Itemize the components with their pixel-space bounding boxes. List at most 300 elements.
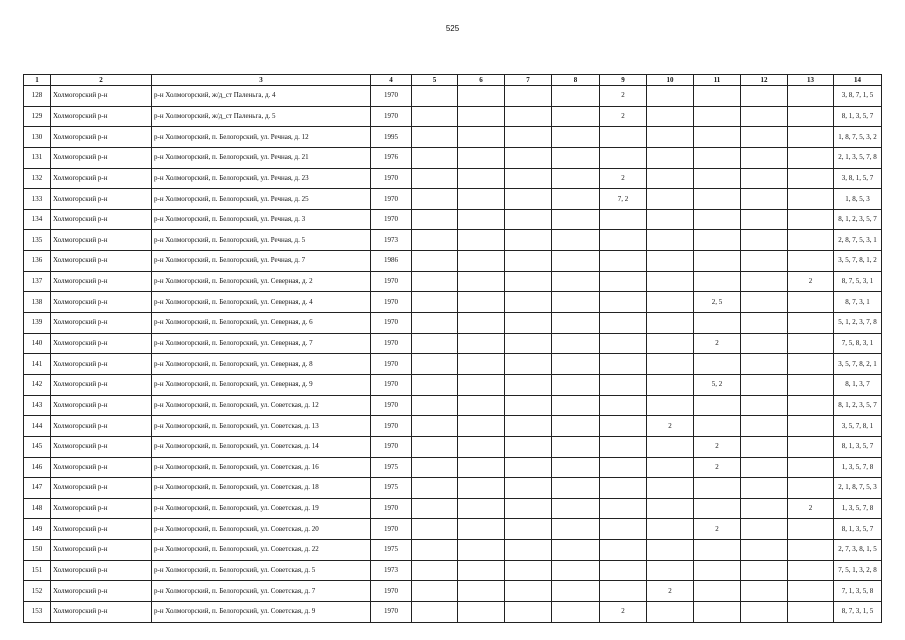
col14-cell: 1, 8, 7, 5, 3, 2 [834,127,882,148]
empty-cell [412,189,458,210]
col9-cell [600,127,647,148]
district-cell: Холмогорский р-н [51,147,152,168]
column-header: 3 [152,75,371,86]
empty-cell [458,292,505,313]
district-cell: Холмогорский р-н [51,498,152,519]
district-cell: Холмогорский р-н [51,374,152,395]
col14-cell: 7, 1, 3, 5, 8 [834,581,882,602]
col10-cell [647,519,694,540]
empty-cell [412,147,458,168]
table-row [24,560,882,581]
empty-cell [505,436,552,457]
year-cell: 1970 [371,313,412,334]
col9-cell [600,457,647,478]
year-cell: 1970 [371,498,412,519]
empty-cell [458,251,505,272]
col11-cell [694,602,741,623]
col13-cell [788,86,834,107]
empty-cell [552,498,600,519]
empty-cell [458,209,505,230]
empty-cell [458,354,505,375]
year-cell: 1970 [371,519,412,540]
col10-cell [647,333,694,354]
empty-cell [412,498,458,519]
column-header: 4 [371,75,412,86]
table-row [24,354,882,375]
address-cell: р-н Холмогорский, п. Белогорский, ул. Советская, д. 22 [152,540,371,561]
empty-cell [505,292,552,313]
col9-cell [600,209,647,230]
empty-cell [741,292,788,313]
row-number-cell: 133 [24,189,51,210]
row-number-cell: 144 [24,416,51,437]
year-cell: 1970 [371,374,412,395]
empty-cell [412,436,458,457]
row-number-cell: 130 [24,127,51,148]
col9-cell [600,519,647,540]
empty-cell [741,230,788,251]
col11-cell [694,209,741,230]
empty-cell [412,457,458,478]
empty-cell [412,581,458,602]
col9-cell [600,540,647,561]
year-cell: 1976 [371,147,412,168]
district-cell: Холмогорский р-н [51,581,152,602]
table-row [24,271,882,292]
col11-cell: 2 [694,457,741,478]
empty-cell [552,127,600,148]
row-number-cell: 134 [24,209,51,230]
column-header: 7 [505,75,552,86]
column-header: 11 [694,75,741,86]
row-number-cell: 138 [24,292,51,313]
empty-cell [741,354,788,375]
col10-cell [647,209,694,230]
district-cell: Холмогорский р-н [51,602,152,623]
col13-cell [788,519,834,540]
col10-cell [647,127,694,148]
empty-cell [505,271,552,292]
address-cell: р-н Холмогорский, п. Белогорский, ул. Северная, д. 8 [152,354,371,375]
row-number-cell: 135 [24,230,51,251]
empty-cell [458,106,505,127]
district-cell: Холмогорский р-н [51,478,152,499]
column-header: 8 [552,75,600,86]
col10-cell [647,106,694,127]
empty-cell [552,106,600,127]
col11-cell [694,498,741,519]
table-row [24,436,882,457]
year-cell: 1970 [371,395,412,416]
district-cell: Холмогорский р-н [51,519,152,540]
address-cell: р-н Холмогорский, п. Белогорский, ул. Речная, д. 23 [152,168,371,189]
col11-cell [694,313,741,334]
col13-cell: 2 [788,498,834,519]
empty-cell [505,581,552,602]
empty-cell [458,374,505,395]
table-row [24,457,882,478]
table-row [24,230,882,251]
row-number-cell: 147 [24,478,51,499]
empty-cell [458,147,505,168]
empty-cell [412,395,458,416]
district-cell: Холмогорский р-н [51,230,152,251]
col14-cell: 2, 1, 3, 5, 7, 8 [834,147,882,168]
col9-cell [600,147,647,168]
empty-cell [552,581,600,602]
table-row [24,313,882,334]
col11-cell [694,230,741,251]
col13-cell [788,581,834,602]
empty-cell [505,457,552,478]
col13-cell [788,106,834,127]
empty-cell [412,106,458,127]
district-cell: Холмогорский р-н [51,292,152,313]
year-cell: 1970 [371,271,412,292]
address-cell: р-н Холмогорский, п. Белогорский, ул. Советская, д. 12 [152,395,371,416]
col10-cell [647,271,694,292]
col10-cell [647,374,694,395]
col13-cell [788,416,834,437]
empty-cell [412,168,458,189]
empty-cell [741,540,788,561]
col11-cell [694,168,741,189]
empty-cell [552,189,600,210]
empty-cell [412,292,458,313]
empty-cell [552,147,600,168]
address-cell: р-н Холмогорский, п. Белогорский, ул. Советская, д. 16 [152,457,371,478]
empty-cell [458,478,505,499]
district-cell: Холмогорский р-н [51,86,152,107]
col9-cell [600,354,647,375]
empty-cell [552,313,600,334]
col13-cell [788,560,834,581]
col11-cell [694,354,741,375]
empty-cell [552,333,600,354]
row-number-cell: 152 [24,581,51,602]
col10-cell [647,189,694,210]
address-cell: р-н Холмогорский, п. Белогорский, ул. Советская, д. 14 [152,436,371,457]
district-cell: Холмогорский р-н [51,333,152,354]
year-cell: 1986 [371,251,412,272]
district-cell: Холмогорский р-н [51,106,152,127]
address-cell: р-н Холмогорский, п. Белогорский, ул. Советская, д. 7 [152,581,371,602]
table-row [24,540,882,561]
district-cell: Холмогорский р-н [51,354,152,375]
empty-cell [741,106,788,127]
year-cell: 1970 [371,106,412,127]
col13-cell [788,230,834,251]
col11-cell [694,86,741,107]
col11-cell [694,271,741,292]
year-cell: 1970 [371,209,412,230]
col13-cell [788,602,834,623]
col11-cell [694,251,741,272]
empty-cell [505,540,552,561]
row-number-cell: 132 [24,168,51,189]
empty-cell [458,498,505,519]
empty-cell [552,86,600,107]
table-row [24,86,882,107]
col10-cell [647,251,694,272]
empty-cell [505,374,552,395]
empty-cell [412,354,458,375]
year-cell: 1970 [371,581,412,602]
col14-cell: 1, 3, 5, 7, 8 [834,498,882,519]
col14-cell: 2, 8, 7, 5, 3, 1 [834,230,882,251]
empty-cell [552,292,600,313]
empty-cell [552,374,600,395]
table-row [24,478,882,499]
col11-cell [694,127,741,148]
row-number-cell: 146 [24,457,51,478]
empty-cell [458,602,505,623]
row-number-cell: 131 [24,147,51,168]
empty-cell [505,602,552,623]
row-number-cell: 136 [24,251,51,272]
col11-cell: 2 [694,333,741,354]
empty-cell [458,313,505,334]
table-row [24,395,882,416]
column-header: 6 [458,75,505,86]
table-row [24,251,882,272]
col14-cell: 5, 1, 2, 3, 7, 8 [834,313,882,334]
empty-cell [552,271,600,292]
col10-cell [647,602,694,623]
row-number-cell: 150 [24,540,51,561]
empty-cell [552,436,600,457]
district-cell: Холмогорский р-н [51,271,152,292]
empty-cell [741,560,788,581]
col14-cell: 8, 1, 2, 3, 5, 7 [834,395,882,416]
col10-cell [647,168,694,189]
col10-cell [647,313,694,334]
header-row [24,75,882,86]
column-header: 13 [788,75,834,86]
col13-cell [788,478,834,499]
year-cell: 1973 [371,560,412,581]
table-row [24,189,882,210]
address-cell: р-н Холмогорский, ж/д_ст Паленьга, д. 5 [152,106,371,127]
col14-cell: 8, 1, 2, 3, 5, 7 [834,209,882,230]
col10-cell [647,457,694,478]
empty-cell [741,395,788,416]
empty-cell [505,127,552,148]
empty-cell [552,354,600,375]
empty-cell [552,209,600,230]
empty-cell [552,230,600,251]
address-cell: р-н Холмогорский, п. Белогорский, ул. Речная, д. 3 [152,209,371,230]
col9-cell [600,271,647,292]
empty-cell [412,209,458,230]
column-header: 12 [741,75,788,86]
col11-cell: 2 [694,519,741,540]
empty-cell [552,478,600,499]
col14-cell: 8, 1, 3, 5, 7 [834,106,882,127]
address-cell: р-н Холмогорский, п. Белогорский, ул. Советская, д. 13 [152,416,371,437]
year-cell: 1970 [371,333,412,354]
col14-cell: 2, 7, 3, 8, 1, 5 [834,540,882,561]
col11-cell [694,147,741,168]
empty-cell [458,457,505,478]
address-cell: р-н Холмогорский, п. Белогорский, ул. Северная, д. 6 [152,313,371,334]
empty-cell [458,189,505,210]
empty-cell [458,86,505,107]
row-number-cell: 129 [24,106,51,127]
col9-cell: 2 [600,86,647,107]
address-cell: р-н Холмогорский, п. Белогорский, ул. Северная, д. 7 [152,333,371,354]
col13-cell [788,395,834,416]
district-cell: Холмогорский р-н [51,457,152,478]
table-row [24,333,882,354]
year-cell: 1975 [371,457,412,478]
empty-cell [458,436,505,457]
empty-cell [552,560,600,581]
col13-cell [788,313,834,334]
empty-cell [458,168,505,189]
empty-cell [505,209,552,230]
col13-cell [788,189,834,210]
col9-cell [600,478,647,499]
col10-cell [647,395,694,416]
empty-cell [741,478,788,499]
empty-cell [412,478,458,499]
empty-cell [505,189,552,210]
address-cell: р-н Холмогорский, п. Белогорский, ул. Северная, д. 4 [152,292,371,313]
address-cell: р-н Холмогорский, ж/д_ст Паленьга, д. 4 [152,86,371,107]
row-number-cell: 137 [24,271,51,292]
col9-cell [600,436,647,457]
col14-cell: 1, 3, 5, 7, 8 [834,457,882,478]
col14-cell: 1, 8, 5, 3 [834,189,882,210]
col13-cell [788,457,834,478]
col13-cell [788,251,834,272]
col10-cell [647,478,694,499]
empty-cell [741,313,788,334]
col11-cell [694,416,741,437]
col14-cell: 8, 1, 3, 5, 7 [834,519,882,540]
empty-cell [458,333,505,354]
empty-cell [412,230,458,251]
row-number-cell: 143 [24,395,51,416]
address-cell: р-н Холмогорский, п. Белогорский, ул. Речная, д. 5 [152,230,371,251]
row-number-cell: 139 [24,313,51,334]
empty-cell [458,230,505,251]
col11-cell: 5, 2 [694,374,741,395]
year-cell: 1970 [371,354,412,375]
empty-cell [505,147,552,168]
col9-cell [600,333,647,354]
col11-cell [694,560,741,581]
table-row [24,416,882,437]
empty-cell [505,354,552,375]
empty-cell [552,395,600,416]
table-row [24,519,882,540]
empty-cell [741,271,788,292]
col9-cell: 2 [600,168,647,189]
empty-cell [552,457,600,478]
empty-cell [505,86,552,107]
row-number-cell: 140 [24,333,51,354]
empty-cell [458,540,505,561]
empty-cell [741,168,788,189]
col13-cell [788,374,834,395]
address-cell: р-н Холмогорский, п. Белогорский, ул. Речная, д. 7 [152,251,371,272]
year-cell: 1995 [371,127,412,148]
empty-cell [741,209,788,230]
empty-cell [505,519,552,540]
empty-cell [412,313,458,334]
empty-cell [505,251,552,272]
empty-cell [741,436,788,457]
address-cell: р-н Холмогорский, п. Белогорский, ул. Советская, д. 19 [152,498,371,519]
empty-cell [552,251,600,272]
empty-cell [505,416,552,437]
row-number-cell: 153 [24,602,51,623]
col13-cell [788,436,834,457]
empty-cell [741,86,788,107]
col11-cell: 2 [694,436,741,457]
empty-cell [741,374,788,395]
col10-cell [647,230,694,251]
empty-cell [412,602,458,623]
col13-cell [788,209,834,230]
col10-cell [647,147,694,168]
col13-cell [788,168,834,189]
col14-cell: 7, 5, 8, 3, 1 [834,333,882,354]
empty-cell [741,602,788,623]
empty-cell [412,519,458,540]
col9-cell [600,251,647,272]
col14-cell: 3, 5, 7, 8, 1, 2 [834,251,882,272]
address-cell: р-н Холмогорский, п. Белогорский, ул. Советская, д. 20 [152,519,371,540]
col13-cell [788,354,834,375]
empty-cell [458,271,505,292]
district-cell: Холмогорский р-н [51,168,152,189]
district-cell: Холмогорский р-н [51,189,152,210]
col9-cell [600,416,647,437]
row-number-cell: 141 [24,354,51,375]
empty-cell [505,395,552,416]
col13-cell [788,127,834,148]
col10-cell [647,86,694,107]
district-cell: Холмогорский р-н [51,416,152,437]
column-header: 1 [24,75,51,86]
year-cell: 1975 [371,478,412,499]
district-cell: Холмогорский р-н [51,395,152,416]
registry-table [23,74,882,623]
column-header: 10 [647,75,694,86]
empty-cell [552,540,600,561]
col14-cell: 8, 7, 5, 3, 1 [834,271,882,292]
empty-cell [458,127,505,148]
col10-cell [647,436,694,457]
year-cell: 1973 [371,230,412,251]
column-header: 5 [412,75,458,86]
district-cell: Холмогорский р-н [51,209,152,230]
address-cell: р-н Холмогорский, п. Белогорский, ул. Советская, д. 18 [152,478,371,499]
empty-cell [741,189,788,210]
row-number-cell: 142 [24,374,51,395]
address-cell: р-н Холмогорский, п. Белогорский, ул. Северная, д. 2 [152,271,371,292]
col10-cell: 2 [647,581,694,602]
empty-cell [412,127,458,148]
col9-cell [600,374,647,395]
col10-cell [647,560,694,581]
page-number: 525 [445,24,460,33]
table-row [24,292,882,313]
col11-cell [694,540,741,561]
